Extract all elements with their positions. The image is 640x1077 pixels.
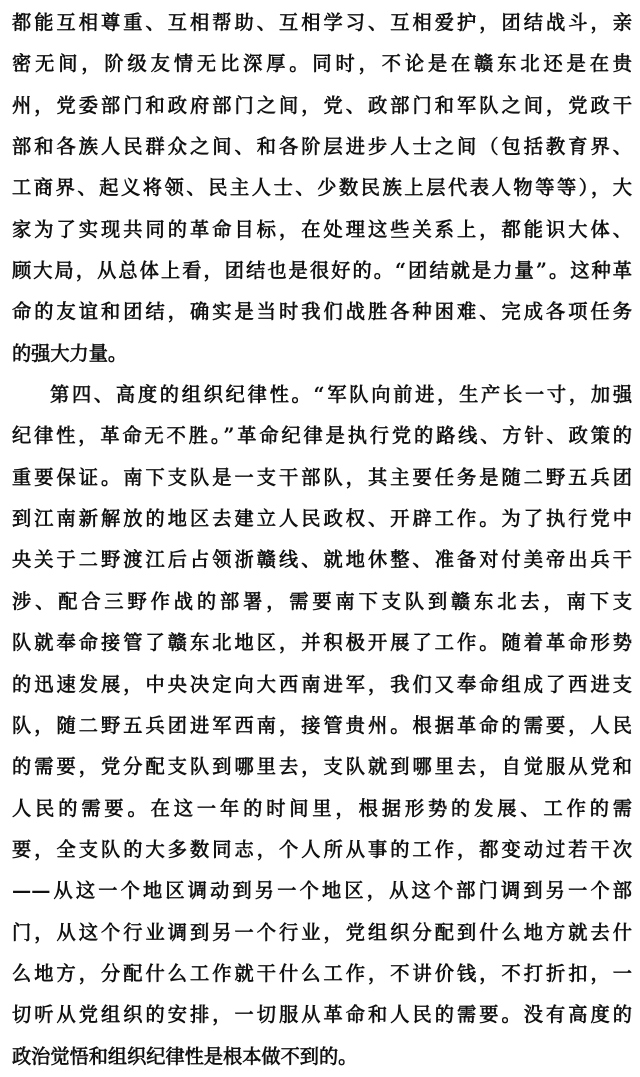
text-line: 命的友谊和团结，确实是当时我们战胜各种困难、完成各项任务 (12, 300, 632, 324)
text-line: 州，党委部门和政府部门之间，党、政部门和军队之间，党政干 (12, 93, 632, 117)
text-line: 家为了实现共同的革命目标，在处理这些关系上，都能识大体、 (12, 217, 632, 241)
text-line: 央关于二野渡江后占领浙赣线、就地休整、准备对付美帝出兵干 (12, 548, 632, 572)
text-line: 工商界、起义将领、民主人士、少数民族上层代表人物等等），大 (12, 176, 632, 200)
text-line: 切听从党组织的安排，一切服从革命和人民的需要。没有高度的 (12, 1003, 632, 1027)
section-heading: 第四、高度的组织纪律性。 (50, 383, 314, 407)
text-line: 部和各族人民群众之间、和各阶层进步人士之间（包括教育界、 (12, 135, 632, 159)
body-text (12, 2, 632, 1077)
text-line: 政治觉悟和组织纪律性是根本做不到的。 (12, 1044, 358, 1068)
text-line: ——从这一个地区调动到另一个地区，从这个部门调到另一个部 (12, 879, 632, 903)
text-line: 门，从这个行业调到另一个行业，党组织分配到什么地方就去什 (12, 920, 632, 944)
text-line: 队就奉命接管了赣东北地区，并积极开展了工作。随着革命形势 (12, 631, 632, 655)
text-line: 涉、配合三野作战的部署，需要南下支队到赣东北去，南下支 (12, 589, 632, 613)
text-line: 的需要，党分配支队到哪里去，支队就到哪里去，自觉服从党和 (12, 755, 632, 779)
text-line: 么地方，分配什么工作就干什么工作，不讲价钱，不打折扣，一 (12, 961, 632, 985)
text-line: 队，随二野五兵团进军西南，接管贵州。根据革命的需要，人民 (12, 713, 632, 737)
text-line: 要，全支队的大多数同志，个人所从事的工作，都变动过若干次 (12, 837, 632, 861)
text-line: “军队向前进，生产长一寸，加强 (313, 383, 633, 407)
section-heading-line (12, 374, 632, 415)
text-line: 密无间，阶级友情无比深厚。同时，不论是在赣东北还是在贵 (12, 52, 632, 76)
text-line: 都能互相尊重、互相帮助、互相学习、互相爱护，团结战斗，亲 (12, 11, 632, 34)
text-line: 重要保证。南下支队是一支干部队，其主要任务是随二野五兵团 (12, 465, 632, 489)
text-line: 的迅速发展，中央决定向大西南进军，我们又奉命组成了西进支 (12, 672, 632, 696)
text-line: 的强大力量。 (12, 341, 128, 365)
text-line: 人民的需要。在这一年的时间里，根据形势的发展、工作的需 (12, 796, 632, 820)
text-line: 顾大局，从总体上看，团结也是很好的。“团结就是力量”。这种革 (12, 259, 632, 283)
text-line: 到江南新解放的地区去建立人民政权、开辟工作。为了执行党中 (12, 507, 632, 531)
text-line: 纪律性，革命无不胜。”革命纪律是执行党的路线、方针、政策的 (12, 424, 632, 448)
